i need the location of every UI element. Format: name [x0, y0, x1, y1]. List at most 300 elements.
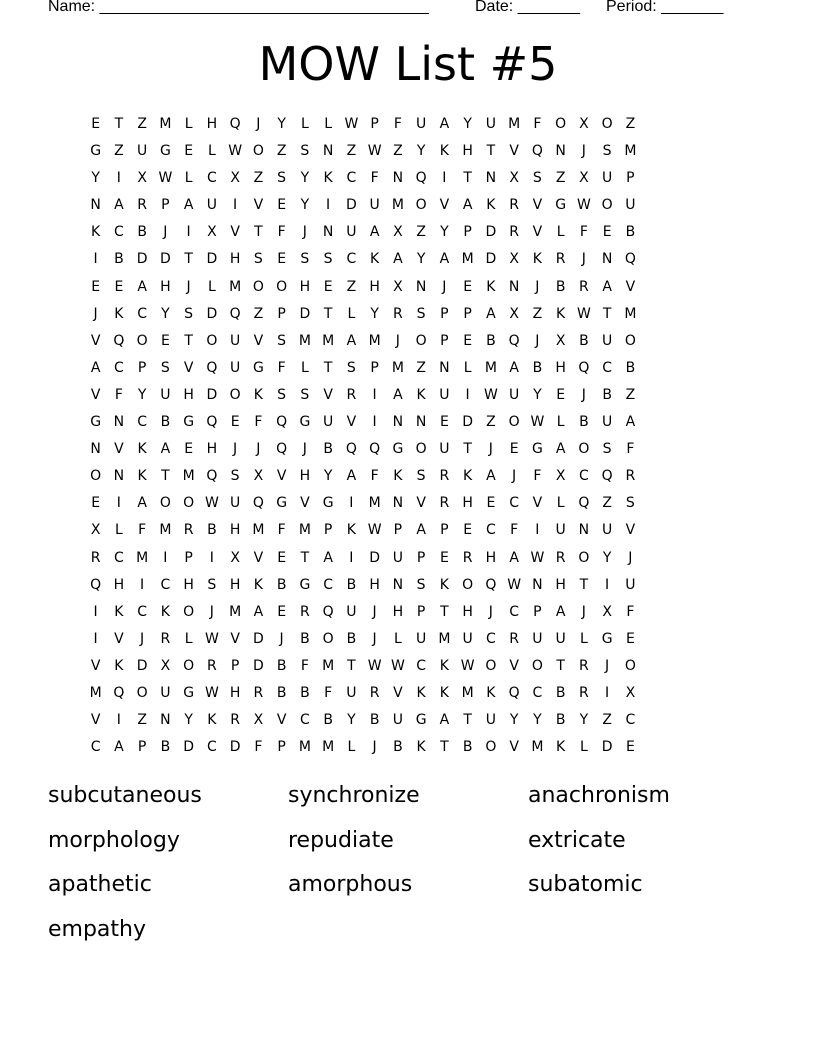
grid-letter[interactable]: C: [416, 657, 427, 674]
grid-letter[interactable]: U: [392, 549, 403, 566]
grid-letter[interactable]: U: [509, 386, 520, 403]
grid-letter[interactable]: H: [229, 576, 241, 593]
grid-letter[interactable]: W: [204, 684, 219, 701]
grid-letter[interactable]: T: [161, 468, 170, 485]
grid-letter[interactable]: P: [277, 739, 286, 756]
grid-letter[interactable]: W: [530, 549, 545, 566]
grid-letter[interactable]: B: [579, 414, 589, 431]
grid-letter[interactable]: Y: [416, 143, 426, 160]
grid-letter[interactable]: J: [628, 549, 633, 566]
grid-letter[interactable]: O: [624, 332, 636, 349]
grid-letter[interactable]: A: [555, 441, 566, 458]
grid-letter[interactable]: A: [416, 522, 426, 539]
grid-letter[interactable]: W: [228, 143, 243, 160]
grid-letter[interactable]: P: [161, 197, 170, 214]
grid-letter[interactable]: R: [137, 197, 147, 214]
grid-letter[interactable]: I: [372, 414, 377, 431]
grid-letter[interactable]: I: [93, 251, 98, 268]
grid-letter[interactable]: Y: [370, 305, 379, 322]
grid-letter[interactable]: R: [183, 522, 194, 539]
grid-letter[interactable]: E: [463, 332, 473, 349]
grid-letter[interactable]: P: [393, 522, 403, 539]
grid-letter[interactable]: B: [579, 332, 589, 349]
grid-letter[interactable]: L: [579, 630, 588, 647]
grid-letter[interactable]: D: [369, 549, 381, 566]
grid-letter[interactable]: F: [510, 522, 519, 539]
grid-letter[interactable]: X: [137, 170, 147, 187]
grid-letter[interactable]: R: [393, 305, 403, 322]
grid-letter[interactable]: S: [346, 359, 356, 376]
grid-letter[interactable]: M: [322, 332, 335, 349]
grid-letter[interactable]: G: [252, 359, 264, 376]
grid-letter[interactable]: N: [392, 576, 404, 593]
grid-letter[interactable]: C: [509, 495, 520, 512]
grid-letter[interactable]: I: [233, 197, 238, 214]
grid-letter[interactable]: L: [463, 359, 472, 376]
grid-letter[interactable]: D: [136, 251, 148, 268]
grid-letter[interactable]: E: [486, 495, 496, 512]
grid-letter[interactable]: Q: [252, 495, 264, 512]
grid-letter[interactable]: O: [578, 549, 590, 566]
grid-letter[interactable]: D: [252, 657, 264, 674]
grid-letter[interactable]: H: [229, 251, 241, 268]
grid-letter[interactable]: G: [183, 414, 195, 431]
grid-letter[interactable]: E: [463, 278, 473, 295]
grid-letter[interactable]: T: [486, 143, 496, 160]
grid-letter[interactable]: F: [579, 224, 588, 241]
period-field[interactable]: [606, 0, 723, 16]
grid-letter[interactable]: Y: [533, 712, 542, 729]
grid-letter[interactable]: O: [206, 332, 218, 349]
grid-letter[interactable]: V: [393, 684, 403, 701]
grid-letter[interactable]: C: [137, 414, 148, 431]
grid-letter[interactable]: A: [253, 603, 264, 620]
grid-letter[interactable]: R: [369, 684, 380, 701]
grid-letter[interactable]: U: [160, 684, 171, 701]
grid-letter[interactable]: V: [532, 495, 543, 512]
grid-letter[interactable]: D: [206, 251, 218, 268]
grid-letter[interactable]: C: [485, 630, 496, 647]
grid-letter[interactable]: S: [416, 468, 426, 485]
grid-letter[interactable]: S: [300, 386, 310, 403]
grid-letter[interactable]: O: [601, 116, 613, 132]
grid-letter[interactable]: G: [299, 576, 311, 593]
grid-letter[interactable]: O: [136, 684, 148, 701]
grid-letter[interactable]: M: [89, 684, 102, 701]
grid-letter[interactable]: U: [439, 441, 450, 458]
grid-letter[interactable]: M: [229, 603, 242, 620]
grid-letter[interactable]: M: [438, 630, 451, 647]
grid-letter[interactable]: W: [204, 630, 219, 647]
grid-letter[interactable]: V: [90, 712, 101, 729]
grid-letter[interactable]: J: [302, 441, 307, 458]
grid-letter[interactable]: H: [462, 603, 473, 620]
grid-letter[interactable]: O: [415, 197, 427, 214]
grid-letter[interactable]: F: [393, 116, 402, 132]
grid-letter[interactable]: Q: [206, 468, 218, 485]
grid-letter[interactable]: F: [370, 170, 379, 187]
grid-letter[interactable]: B: [300, 630, 310, 647]
grid-letter[interactable]: H: [229, 684, 241, 701]
grid-letter[interactable]: C: [346, 251, 357, 268]
grid-letter[interactable]: M: [624, 305, 637, 322]
grid-letter[interactable]: P: [230, 657, 240, 674]
grid-letter[interactable]: M: [322, 657, 335, 674]
grid-letter[interactable]: S: [160, 359, 170, 376]
grid-letter[interactable]: J: [442, 278, 447, 295]
grid-letter[interactable]: R: [579, 278, 589, 295]
grid-letter[interactable]: M: [159, 522, 172, 539]
grid-letter[interactable]: U: [485, 116, 496, 132]
grid-letter[interactable]: L: [114, 522, 123, 539]
grid-letter[interactable]: A: [114, 197, 124, 214]
grid-letter[interactable]: K: [137, 441, 147, 458]
grid-letter[interactable]: C: [90, 739, 101, 756]
grid-letter[interactable]: K: [439, 143, 449, 160]
grid-letter[interactable]: K: [114, 305, 124, 322]
grid-letter[interactable]: X: [579, 170, 589, 187]
grid-letter[interactable]: T: [323, 359, 333, 376]
grid-letter[interactable]: R: [509, 224, 519, 241]
grid-letter[interactable]: Z: [346, 143, 357, 160]
grid-letter[interactable]: A: [509, 549, 519, 566]
grid-letter[interactable]: R: [346, 386, 357, 403]
grid-letter[interactable]: N: [439, 359, 450, 376]
grid-letter[interactable]: G: [555, 197, 567, 214]
grid-letter[interactable]: I: [93, 630, 98, 647]
grid-letter[interactable]: M: [252, 522, 265, 539]
grid-letter[interactable]: P: [370, 359, 379, 376]
grid-letter[interactable]: V: [253, 197, 264, 214]
grid-letter[interactable]: Q: [113, 684, 125, 701]
grid-letter[interactable]: O: [531, 657, 543, 674]
grid-letter[interactable]: B: [276, 576, 287, 593]
grid-letter[interactable]: I: [116, 495, 121, 512]
grid-letter[interactable]: W: [576, 197, 591, 214]
grid-letter[interactable]: B: [346, 576, 357, 593]
grid-letter[interactable]: C: [602, 359, 613, 376]
grid-letter[interactable]: S: [416, 576, 426, 593]
grid-letter[interactable]: R: [509, 630, 519, 647]
grid-letter[interactable]: X: [555, 332, 566, 349]
grid-letter[interactable]: K: [416, 386, 426, 403]
grid-letter[interactable]: T: [463, 170, 472, 187]
grid-letter[interactable]: Q: [206, 359, 218, 376]
grid-letter[interactable]: Z: [276, 143, 287, 160]
grid-letter[interactable]: B: [625, 224, 636, 241]
grid-letter[interactable]: X: [393, 278, 403, 295]
grid-letter[interactable]: L: [184, 116, 193, 132]
grid-letter[interactable]: F: [277, 224, 286, 241]
grid-letter[interactable]: B: [602, 386, 612, 403]
grid-letter[interactable]: J: [535, 278, 540, 295]
grid-letter[interactable]: U: [416, 630, 427, 647]
grid-letter[interactable]: L: [207, 278, 216, 295]
grid-letter[interactable]: Z: [602, 495, 612, 512]
grid-letter[interactable]: K: [393, 468, 403, 485]
grid-letter[interactable]: B: [369, 712, 380, 729]
grid-letter[interactable]: U: [416, 116, 427, 132]
grid-letter[interactable]: T: [463, 441, 472, 458]
grid-letter[interactable]: U: [555, 522, 566, 539]
grid-letter[interactable]: J: [372, 603, 377, 620]
grid-letter[interactable]: E: [602, 224, 612, 241]
grid-letter[interactable]: M: [391, 197, 404, 214]
grid-letter[interactable]: X: [509, 170, 519, 187]
grid-letter[interactable]: P: [137, 739, 147, 756]
grid-letter[interactable]: W: [576, 305, 591, 322]
grid-letter[interactable]: K: [439, 657, 449, 674]
grid-letter[interactable]: I: [209, 549, 214, 566]
grid-letter[interactable]: H: [299, 278, 311, 295]
grid-letter[interactable]: R: [90, 549, 101, 566]
grid-letter[interactable]: E: [463, 522, 473, 539]
grid-letter[interactable]: T: [184, 251, 193, 268]
grid-letter[interactable]: J: [186, 278, 191, 295]
grid-letter[interactable]: A: [439, 116, 450, 132]
grid-letter[interactable]: E: [625, 739, 635, 756]
grid-letter[interactable]: Y: [91, 170, 100, 187]
grid-letter[interactable]: A: [346, 468, 357, 485]
grid-letter[interactable]: O: [183, 657, 195, 674]
grid-letter[interactable]: D: [485, 224, 497, 241]
grid-letter[interactable]: Q: [369, 441, 381, 458]
grid-letter[interactable]: U: [230, 495, 241, 512]
grid-letter[interactable]: K: [486, 278, 496, 295]
grid-letter[interactable]: J: [233, 441, 238, 458]
grid-letter[interactable]: A: [393, 251, 403, 268]
grid-letter[interactable]: V: [300, 495, 310, 512]
grid-letter[interactable]: B: [393, 739, 403, 756]
grid-letter[interactable]: K: [370, 251, 380, 268]
grid-letter[interactable]: R: [439, 468, 450, 485]
grid-letter[interactable]: K: [556, 739, 566, 756]
grid-letter[interactable]: H: [183, 576, 194, 593]
grid-letter[interactable]: D: [136, 657, 148, 674]
grid-letter[interactable]: T: [556, 657, 565, 674]
grid-letter[interactable]: T: [114, 116, 124, 132]
grid-letter[interactable]: N: [392, 414, 404, 431]
grid-letter[interactable]: S: [300, 251, 310, 268]
grid-letter[interactable]: D: [601, 739, 613, 756]
grid-letter[interactable]: T: [300, 549, 310, 566]
grid-letter[interactable]: J: [209, 603, 214, 620]
grid-letter[interactable]: X: [393, 224, 403, 241]
grid-letter[interactable]: F: [324, 684, 333, 701]
grid-letter[interactable]: D: [206, 386, 218, 403]
grid-letter[interactable]: Y: [416, 251, 426, 268]
grid-letter[interactable]: K: [137, 468, 147, 485]
grid-letter[interactable]: Z: [532, 305, 543, 322]
grid-letter[interactable]: A: [323, 549, 333, 566]
grid-letter[interactable]: I: [163, 549, 168, 566]
grid-letter[interactable]: B: [160, 414, 171, 431]
grid-letter[interactable]: X: [602, 603, 612, 620]
grid-letter[interactable]: P: [277, 305, 286, 322]
grid-letter[interactable]: Z: [137, 712, 147, 729]
grid-letter[interactable]: S: [230, 468, 240, 485]
grid-letter[interactable]: L: [347, 305, 356, 322]
grid-letter[interactable]: T: [579, 576, 589, 593]
grid-letter[interactable]: T: [323, 305, 333, 322]
grid-letter[interactable]: A: [509, 359, 519, 376]
grid-letter[interactable]: W: [507, 576, 522, 593]
grid-letter[interactable]: I: [605, 576, 610, 593]
grid-letter[interactable]: U: [346, 224, 357, 241]
grid-letter[interactable]: K: [91, 224, 101, 241]
grid-letter[interactable]: L: [184, 170, 193, 187]
grid-letter[interactable]: P: [323, 522, 333, 539]
grid-letter[interactable]: R: [625, 468, 636, 485]
grid-letter[interactable]: B: [555, 712, 566, 729]
grid-letter[interactable]: H: [392, 603, 404, 620]
grid-letter[interactable]: H: [113, 576, 125, 593]
grid-letter[interactable]: Y: [440, 224, 449, 241]
grid-letter[interactable]: B: [323, 441, 333, 458]
grid-letter[interactable]: Q: [90, 576, 102, 593]
grid-letter[interactable]: R: [555, 549, 566, 566]
grid-letter[interactable]: J: [163, 224, 168, 241]
grid-letter[interactable]: N: [578, 522, 590, 539]
grid-letter[interactable]: S: [323, 251, 333, 268]
grid-letter[interactable]: Z: [393, 143, 403, 160]
grid-letter[interactable]: Q: [624, 251, 636, 268]
grid-letter[interactable]: M: [182, 468, 195, 485]
grid-letter[interactable]: C: [160, 576, 171, 593]
grid-letter[interactable]: O: [578, 441, 590, 458]
grid-letter[interactable]: I: [116, 170, 121, 187]
grid-letter[interactable]: E: [184, 441, 194, 458]
grid-letter[interactable]: K: [532, 251, 542, 268]
grid-letter[interactable]: S: [207, 576, 217, 593]
grid-letter[interactable]: V: [90, 657, 101, 674]
grid-letter[interactable]: Q: [601, 468, 613, 485]
grid-letter[interactable]: I: [140, 576, 145, 593]
grid-letter[interactable]: O: [485, 657, 497, 674]
grid-letter[interactable]: L: [300, 116, 309, 132]
grid-letter[interactable]: E: [91, 495, 101, 512]
grid-letter[interactable]: V: [114, 441, 124, 458]
grid-letter[interactable]: E: [160, 332, 170, 349]
grid-letter[interactable]: L: [393, 630, 402, 647]
grid-letter[interactable]: H: [555, 359, 566, 376]
grid-letter[interactable]: U: [462, 630, 473, 647]
grid-letter[interactable]: U: [625, 576, 636, 593]
grid-letter[interactable]: N: [415, 414, 427, 431]
grid-letter[interactable]: E: [439, 549, 449, 566]
grid-letter[interactable]: B: [323, 712, 333, 729]
grid-letter[interactable]: E: [91, 278, 101, 295]
grid-letter[interactable]: D: [229, 739, 241, 756]
grid-letter[interactable]: Y: [533, 386, 542, 403]
grid-letter[interactable]: N: [160, 712, 171, 729]
grid-letter[interactable]: B: [625, 359, 636, 376]
grid-letter[interactable]: Q: [276, 441, 288, 458]
grid-letter[interactable]: C: [625, 712, 636, 729]
grid-letter[interactable]: Q: [276, 414, 288, 431]
grid-letter[interactable]: B: [555, 278, 566, 295]
grid-letter[interactable]: B: [160, 739, 171, 756]
grid-letter[interactable]: Q: [345, 441, 357, 458]
grid-letter[interactable]: Q: [508, 332, 520, 349]
grid-letter[interactable]: C: [578, 468, 589, 485]
grid-letter[interactable]: K: [439, 684, 449, 701]
grid-letter[interactable]: G: [90, 414, 102, 431]
grid-letter[interactable]: N: [322, 224, 334, 241]
grid-letter[interactable]: L: [184, 630, 193, 647]
grid-letter[interactable]: Z: [416, 224, 426, 241]
grid-letter[interactable]: R: [509, 197, 519, 214]
grid-letter[interactable]: H: [229, 522, 241, 539]
grid-letter[interactable]: D: [462, 414, 474, 431]
grid-letter[interactable]: U: [206, 197, 217, 214]
grid-letter[interactable]: F: [626, 603, 635, 620]
grid-letter[interactable]: J: [302, 224, 307, 241]
grid-letter[interactable]: I: [116, 712, 121, 729]
grid-letter[interactable]: D: [159, 251, 171, 268]
grid-letter[interactable]: A: [369, 224, 380, 241]
grid-letter[interactable]: U: [346, 684, 357, 701]
grid-letter[interactable]: J: [395, 332, 400, 349]
grid-letter[interactable]: E: [556, 386, 566, 403]
grid-letter[interactable]: M: [136, 549, 149, 566]
grid-letter[interactable]: C: [485, 522, 496, 539]
grid-letter[interactable]: X: [90, 522, 101, 539]
grid-letter[interactable]: K: [207, 712, 217, 729]
grid-letter[interactable]: J: [581, 386, 586, 403]
grid-letter[interactable]: S: [253, 251, 263, 268]
grid-letter[interactable]: R: [207, 657, 217, 674]
grid-letter[interactable]: J: [488, 603, 493, 620]
grid-letter[interactable]: H: [369, 576, 380, 593]
grid-letter[interactable]: K: [416, 684, 426, 701]
grid-letter[interactable]: H: [555, 576, 566, 593]
grid-letter[interactable]: Y: [602, 549, 612, 566]
grid-letter[interactable]: T: [463, 712, 472, 729]
grid-letter[interactable]: M: [229, 278, 242, 295]
grid-letter[interactable]: S: [277, 170, 287, 187]
grid-letter[interactable]: A: [393, 386, 403, 403]
grid-letter[interactable]: G: [159, 143, 171, 160]
grid-letter[interactable]: Z: [625, 386, 636, 403]
grid-letter[interactable]: D: [206, 305, 218, 322]
grid-letter[interactable]: G: [90, 143, 102, 160]
grid-letter[interactable]: Q: [113, 332, 125, 349]
grid-letter[interactable]: K: [114, 603, 124, 620]
grid-letter[interactable]: M: [368, 495, 381, 512]
grid-letter[interactable]: F: [533, 468, 542, 485]
grid-letter[interactable]: A: [114, 739, 124, 756]
grid-letter[interactable]: X: [509, 251, 519, 268]
grid-letter[interactable]: P: [440, 522, 449, 539]
grid-letter[interactable]: T: [184, 332, 193, 349]
grid-letter[interactable]: M: [298, 522, 311, 539]
grid-letter[interactable]: I: [186, 224, 191, 241]
grid-letter[interactable]: F: [114, 386, 123, 403]
grid-letter[interactable]: C: [137, 305, 148, 322]
grid-letter[interactable]: N: [90, 197, 101, 214]
grid-letter[interactable]: I: [372, 386, 377, 403]
grid-letter[interactable]: K: [416, 739, 426, 756]
grid-letter[interactable]: L: [579, 739, 588, 756]
grid-letter[interactable]: Z: [114, 143, 124, 160]
grid-letter[interactable]: E: [439, 414, 449, 431]
grid-letter[interactable]: Z: [253, 170, 264, 187]
grid-letter[interactable]: T: [440, 603, 449, 620]
grid-letter[interactable]: A: [160, 441, 171, 458]
grid-letter[interactable]: M: [531, 739, 544, 756]
grid-letter[interactable]: S: [602, 143, 612, 160]
